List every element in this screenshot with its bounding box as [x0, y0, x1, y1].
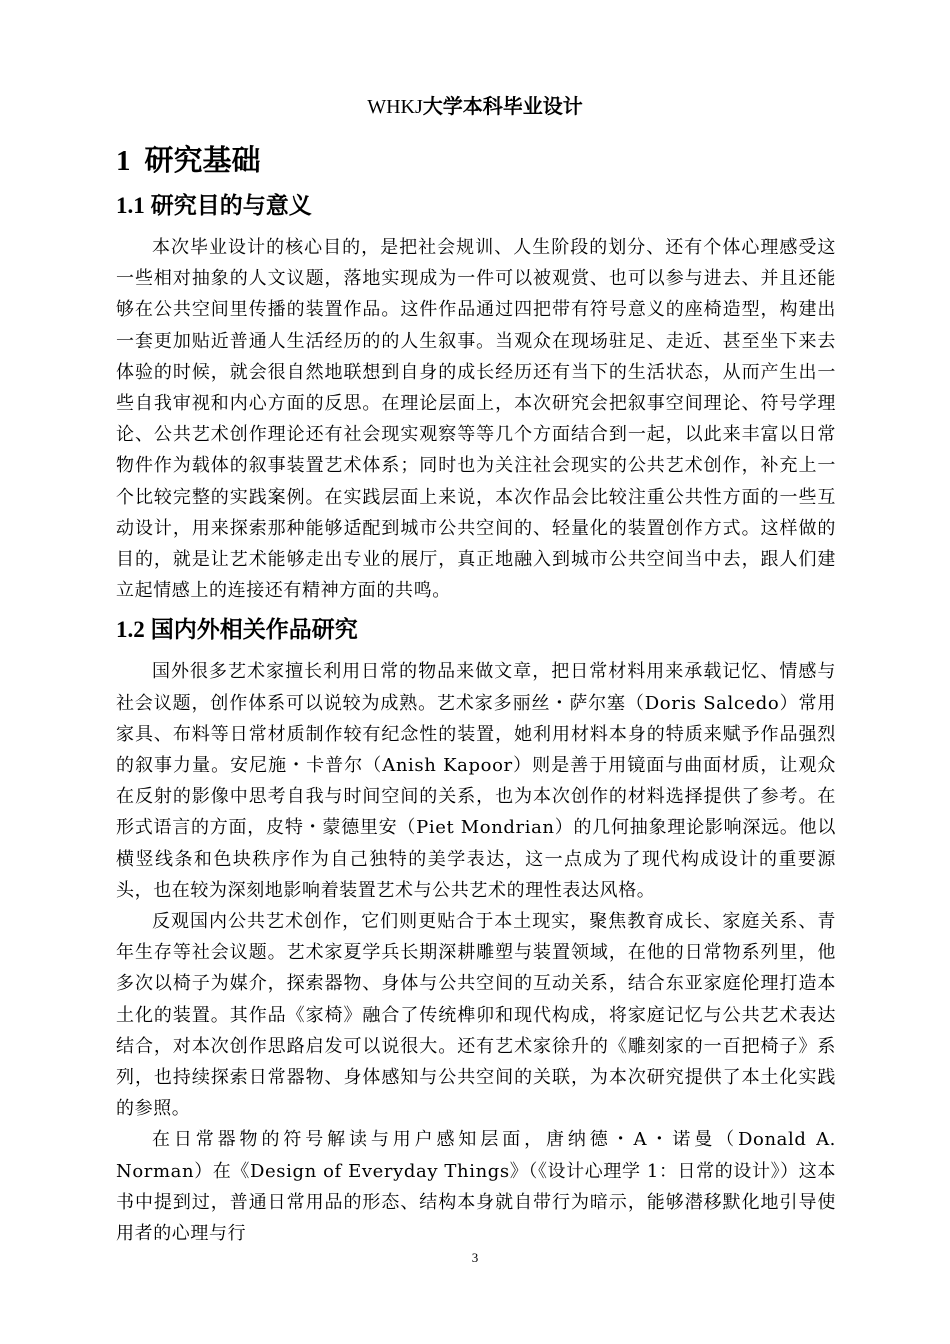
section-title: 国内外相关作品研究: [150, 617, 358, 644]
chapter-title: 研究基础: [144, 143, 261, 177]
section-heading: [116, 612, 836, 656]
body-paragraph: 本次毕业设计的核心目的，是把社会规训、人生阶段的划分、还有个体心理感受这一些相对抽象的人文议题，落地实现成为一件可以被观赏、也可以参与进去、并且还能够在公共空间里传播的装置作品。这件作品通过四把带有符号意义的座椅造型，构建出一套更加贴近普通人生活经历的的人生叙事。当观众在现场驻足、走近、甚至坐下来去体验的时候，就会很自然地联想到自身的成长经历还有当下的生活状态，从而产生出一些自我审视和内心方面的反思。在理论层面上，本次研究会把叙事空间理论、符号学理论、公共艺术创作理论还有社会现实观察等等几个方面结合到一起，以此来丰富以日常物件作为载体的叙事装置艺术体系；同时也为关注社会现实的公共艺术创作，补充上一个比较完整的实践案例。在实践层面上来说，本次作品会比较注重公共性方面的一些互动设计，用来探索那种能够适配到城市公共空间的、轻量化的装置创作方式。这样做的目的，就是让艺术能够走出专业的展厅，真正地融入到城市公共空间当中去，跟人们建立起情感上的连接还有精神方面的共鸣。: [116, 237, 836, 602]
body-paragraph: 反观国内公共艺术创作，它们则更贴合于本土现实，聚焦教育成长、家庭关系、青年生存等社会议题。艺术家夏学兵长期深耕雕塑与装置领域，在他的日常物系列里，他多次以椅子为媒介，探索器物、身体与公共空间的互动关系，结合东亚家庭伦理打造本土化的装置。其作品《家椅》融合了传统榫卯和现代构成，将家庭记忆与公共艺术表达结合，对本次创作思路启发可以说很大。还有艺术家徐升的《雕刻家的一百把椅子》系列，也持续探索日常器物、身体感知与公共空间的关联，为本次研究提供了本土化实践的参照。: [116, 911, 836, 1120]
running-header: [0, 93, 950, 120]
section-1-1: [116, 188, 836, 606]
section-heading: [116, 188, 836, 232]
body-paragraph: 国外很多艺术家擅长利用日常的物品来做文章，把日常材料用来承载记忆、情感与社会议题，创作体系可以说较为成熟。艺术家多丽丝・萨尔塞（Doris Salcedo）常用家具、布料等日常材质制作较有纪念性的装置，她利用材料本身的特质来赋予作品强烈的叙事力量。安尼施・卡普尔（Anish Kapoor）则是善于用镜面与曲面材质，让观众在反射的影像中思考自我与时间空间的关系，也为本次创作的材料选择提供了参考。在形式语言的方面，皮特・蒙德里安（Piet Mondrian）的几何抽象理论影响深远。他以横竖线条和色块秩序作为自己独特的美学表达，这一点成为了现代构成设计的重要源头，也在较为深刻地影响着装置艺术与公共艺术的理性表达风格。: [116, 661, 836, 901]
section-1-2: [116, 612, 836, 1249]
page-body: [116, 140, 836, 1249]
chapter-heading: [116, 140, 836, 188]
section-number: 1.1: [116, 193, 145, 218]
body-paragraph: 在日常器物的符号解读与用户感知层面，唐纳德・A・诺曼（Donald A. Norman）在《Design of Everyday Things》（《设计心理学 1：日常的设计》）这本书中提到过，普通日常用品的形态、结构本身就自带行为暗示，能够潜移默化地引导使用者的心理与行: [116, 1129, 836, 1245]
section-title: 研究目的与意义: [150, 193, 312, 219]
page-number: 3: [471, 1250, 479, 1265]
header-title: 大学本科毕业设计: [422, 94, 583, 118]
header-school-code: WHKJ: [367, 96, 423, 118]
section-number: 1.2: [116, 617, 145, 643]
chapter-number: 1: [116, 145, 131, 177]
